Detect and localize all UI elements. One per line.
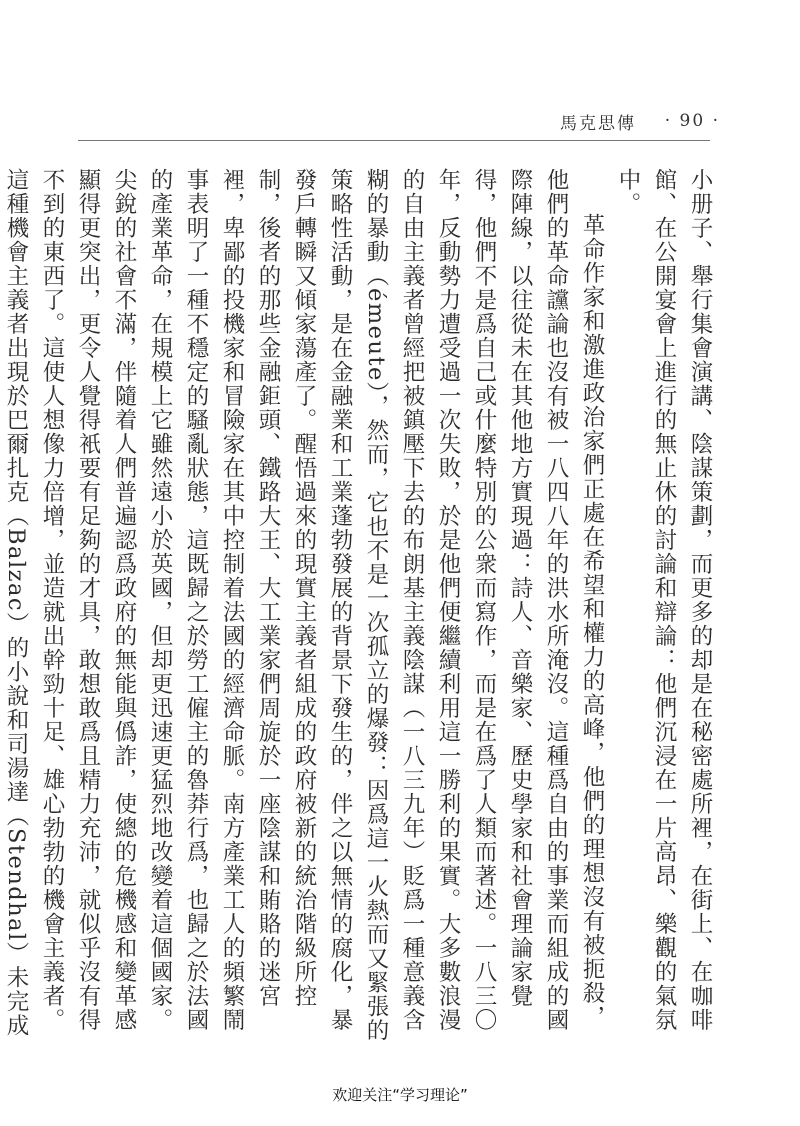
- paragraph-continued: 小册子、舉行集會演講、陰謀策劃，而更多的却是在秘密處所裡，在街上、在咖啡館、在公開宴會上進行的無止休的討論和辯論：他們沉浸在一片高昂、樂觀的氣氛中。: [615, 168, 713, 1032]
- page-number: · 90 ·: [664, 111, 720, 131]
- book-title: 馬克思傳: [560, 113, 636, 134]
- footer-caption: 欢迎关注“学习理论”: [332, 1086, 468, 1104]
- header-rule: [78, 140, 710, 141]
- running-header: [560, 108, 720, 134]
- paragraph: 革命作家和激進政治家們正處在希望和權力的高峰，他們的理想沒有被扼殺，他們的革命讜論也沒有被一八四八年的洪水所淹沒。這種爲自由的事業而組成的國際陣線，以往從未在其他地方實現過：詩人、音樂家、歷史學家和社會理論家覺得，他們不是爲自己或什麼特別的公衆而寫作，而是在爲了人類而著述。一八三〇年，反動勢力遭受過一次失敗，於是他們便繼續利用這一勝利的果實。大多數浪漫的自由主義者曾經把被鎮壓下去的布朗基主義陰謀（一八三九年）貶爲一種意義含糊的暴動（émeute），然而，它也不是一次孤立的爆發：因爲這一火熱而又緊張的策略性活動，是在金融業和工業蓬勃發展的背景下發生的，伴之以無情的腐化，暴發戶轉瞬又傾家蕩產了。醒悟過來的現實主義者組成的政府被新的統治階級所控制，後者的那些金融鉅頭、鐵路大王、大工業家們周旋於一座陰謀和賄賂的迷宮裡，卑鄙的投機家和冒險家在其中控制着法國的經濟命脈。南方產業工人的頻繁鬧事表明了一種不穩定的騷亂狀態，這既歸之於勞工僱主的魯莽行爲，也歸之於法國的產業革命，在規模上它雖然遠小於英國，但却更迅速更猛烈地改變着這個國家。尖銳的社會不滿，伴隨着人們普遍認爲政府的無能與僞詐，使總的危機感和變革感顯得更突出，更令人覺得衹要有足夠的才具，敢想敢爲且精力充沛，就似乎沒有得不到的東西了。這使人想像力倍增，並造就出幹勁十足、雄心勃勃的機會主義者。這種機會主義者出現於巴爾扎克（Balzac）的小說和司湯達（Stendhal）未完成: [3, 168, 605, 1043]
- vertical-body-text: [3, 168, 718, 1050]
